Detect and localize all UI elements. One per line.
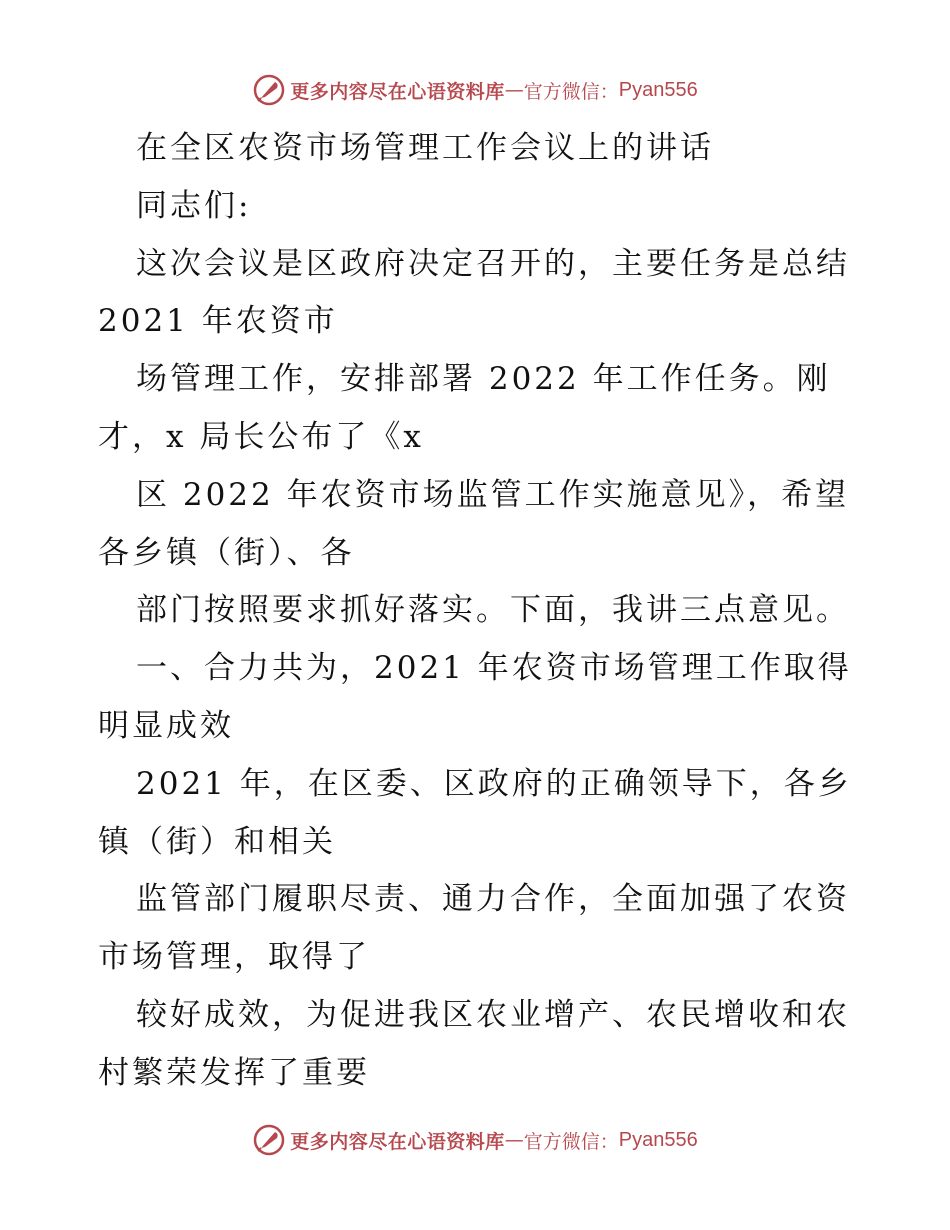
document-body (98, 120, 868, 1103)
section-heading: 一、合力共为，2021 年农资市场管理工作取得 (136, 650, 852, 687)
paragraph-line: 部门按照要求抓好落实。下面，我讲三点意见。 (136, 592, 850, 629)
paragraph-line: 较好成效，为促进我区农业增产、农民增收和农 (136, 996, 850, 1033)
banner-wechat-id: Pyan556 (618, 78, 698, 101)
paragraph-line: 区 2022 年农资市场监管工作实施意见》，希望 (136, 476, 850, 513)
paragraph-line: 2021 年，在区委、区政府的正确领导下，各乡 (136, 765, 852, 802)
paragraph-line: 才，x 局长公布了《x (98, 418, 424, 455)
banner-separator: — (504, 1129, 524, 1151)
paragraph-line: 镇（街）和相关 (98, 823, 336, 860)
banner-wechat-label: 官方微信： (523, 1130, 619, 1153)
paragraph-line: 这次会议是区政府决定召开的，主要任务是总结 (136, 245, 850, 282)
paragraph-line: 村繁荣发挥了重要 (98, 1054, 370, 1091)
paragraph-line: 市场管理，取得了 (98, 939, 370, 976)
paragraph-line: 场管理工作，安排部署 2022 年工作任务。刚 (136, 361, 831, 398)
banner-main-text: 更多内容尽在心语资料库 (290, 1130, 505, 1153)
section-heading: 明显成效 (98, 707, 234, 744)
banner-wechat-label: 官方微信： (523, 80, 619, 103)
feather-pen-circle-icon (252, 1123, 286, 1157)
paragraph-line: 2021 年农资市 (98, 303, 338, 340)
feather-pen-circle-icon (252, 73, 286, 107)
header-banner (0, 70, 950, 110)
banner-separator: — (504, 79, 524, 101)
banner-wechat-id: Pyan556 (618, 1128, 698, 1151)
paragraph-line: 各乡镇（街）、各 (98, 534, 355, 571)
salutation: 同志们: (136, 187, 252, 224)
document-title: 在全区农资市场管理工作会议上的讲话 (136, 130, 714, 166)
banner-main-text: 更多内容尽在心语资料库 (290, 80, 505, 103)
footer-banner (0, 1120, 950, 1160)
paragraph-line: 监管部门履职尽责、通力合作，全面加强了农资 (136, 881, 850, 918)
